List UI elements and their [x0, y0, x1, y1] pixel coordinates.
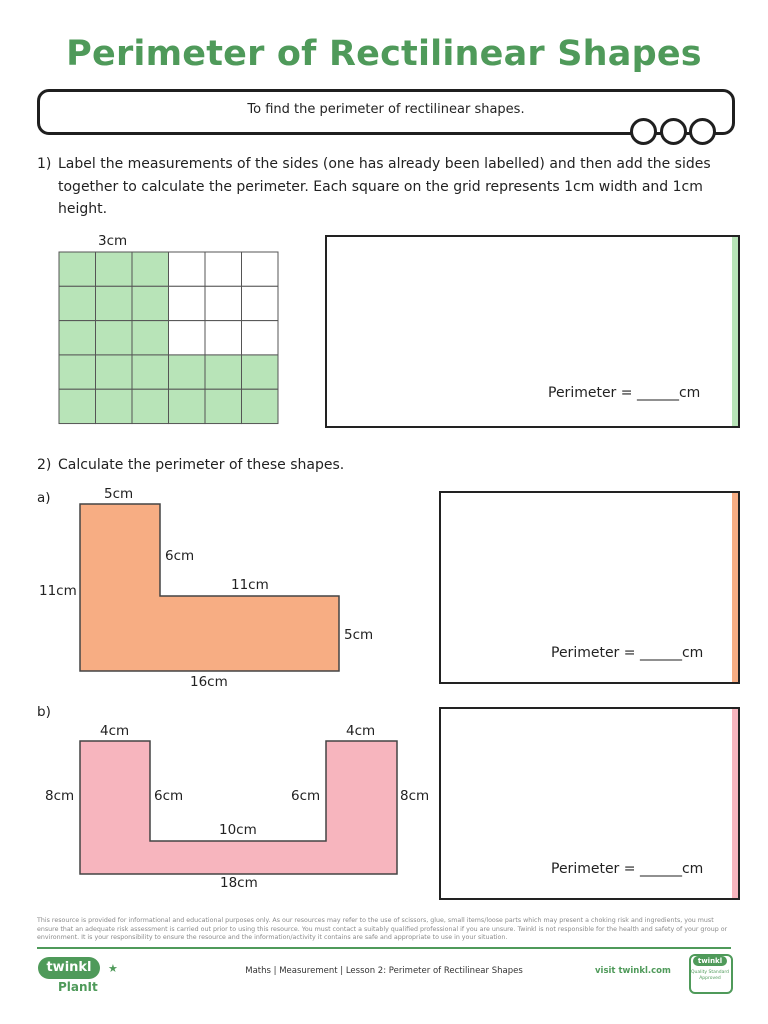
answer-box-stripe [732, 493, 738, 682]
grid-cell [169, 389, 206, 423]
shape-a-right-label: 5cm [344, 627, 374, 643]
grid-label-3cm: 3cm [98, 233, 128, 249]
grid-cell [242, 321, 279, 355]
shape-a-bottom-label: 16cm [190, 674, 228, 690]
grid-cell [132, 321, 169, 355]
grid-cell [59, 321, 96, 355]
question-1-number: 1) [37, 156, 52, 172]
quality-badge-text: Quality Standard Approved [691, 970, 729, 981]
grid-cell [132, 355, 169, 389]
part-b-label: b) [37, 704, 51, 720]
question-2-number: 2) [37, 457, 52, 473]
star-icon: ★ [108, 962, 118, 975]
grid-cell [242, 355, 279, 389]
grid-shape [58, 251, 282, 427]
perimeter-text-a: Perimeter = ______cm [551, 645, 704, 661]
grid-cell [242, 286, 279, 320]
shape-b-top-left-label: 4cm [100, 723, 130, 739]
question-2-text: Calculate the perimeter of these shapes. [58, 457, 345, 473]
grid-cell [205, 286, 242, 320]
answer-box-stripe [732, 709, 738, 898]
grid-cell [96, 252, 133, 286]
grid-cell [242, 252, 279, 286]
grid-cell [96, 286, 133, 320]
part-a-label: a) [37, 490, 51, 506]
grid-cell [169, 252, 206, 286]
shape-b [79, 740, 399, 876]
grid-cell [132, 252, 169, 286]
shape-b-right-label: 8cm [400, 788, 430, 804]
shape-b-bottom-label: 18cm [220, 875, 258, 891]
perimeter-text-1: Perimeter = ______cm [548, 385, 701, 401]
shape-b-left-label: 8cm [45, 788, 75, 804]
question-1-text: Label the measurements of the sides (one has already been labelled) and then add the sides together to calculate the perimeter. Each square on the grid represents 1cm width and 1cm height. [58, 156, 711, 217]
footer-lesson-title: Maths | Measurement | Lesson 2: Perimeter of Rectilinear Shapes [245, 966, 523, 976]
shape-a-inner-vertical-label: 6cm [165, 548, 195, 564]
planit-logo-text: PlanIt [58, 980, 98, 994]
grid-cell [205, 389, 242, 423]
shape-b-inner-left-label: 6cm [154, 788, 184, 804]
grid-cell [169, 355, 206, 389]
twinkl-link[interactable]: visit twinkl.com [595, 966, 671, 976]
disclaimer-text: This resource is provided for informational and educational purposes only. As our resources may refer to the use of scissors, glue, small items/loose parts which may present a choking risk and ingredients, you must ensure that an adequate risk assessment is carried out prior to using this resource. You must contact a suitably qualified professional if you are unsure. Twinkl is not responsible for the health and safety of your group or environment. It is your responsibility to ensure the resource and the information/activity it contains are safe and appropriate to use in your situation. [37, 917, 728, 942]
quality-badge-logo: twinkl [693, 956, 727, 966]
shape-b-top-right-label: 4cm [346, 723, 376, 739]
perimeter-text-b: Perimeter = ______cm [551, 861, 704, 877]
shape-a-top-label: 5cm [104, 486, 134, 502]
decor-circle-icon [660, 118, 687, 145]
grid-cell [169, 321, 206, 355]
grid-cell [132, 389, 169, 423]
decor-circle-icon [630, 118, 657, 145]
answer-box-stripe [732, 237, 738, 426]
grid-cell [96, 355, 133, 389]
objective-text: To find the perimeter of rectilinear shapes. [247, 102, 525, 117]
shape-a-left-label: 11cm [39, 583, 77, 599]
shape-b-inner-right-label: 6cm [291, 788, 321, 804]
grid-cell [169, 286, 206, 320]
shape-b-inner-bottom-label: 10cm [219, 822, 257, 838]
shape-a [79, 503, 341, 673]
decor-circle-icon [689, 118, 716, 145]
twinkl-logo[interactable]: twinkl [38, 957, 100, 979]
footer-divider [37, 947, 731, 949]
grid-cell [59, 355, 96, 389]
grid-cell [96, 321, 133, 355]
grid-cell [242, 389, 279, 423]
grid-cell [59, 389, 96, 423]
page-title: Perimeter of Rectilinear Shapes [66, 34, 702, 74]
grid-cell [205, 321, 242, 355]
grid-cell [132, 286, 169, 320]
grid-cell [205, 252, 242, 286]
shape-a-inner-horizontal-label: 11cm [231, 577, 269, 593]
grid-cell [59, 252, 96, 286]
grid-cell [59, 286, 96, 320]
grid-cell [96, 389, 133, 423]
grid-cell [205, 355, 242, 389]
